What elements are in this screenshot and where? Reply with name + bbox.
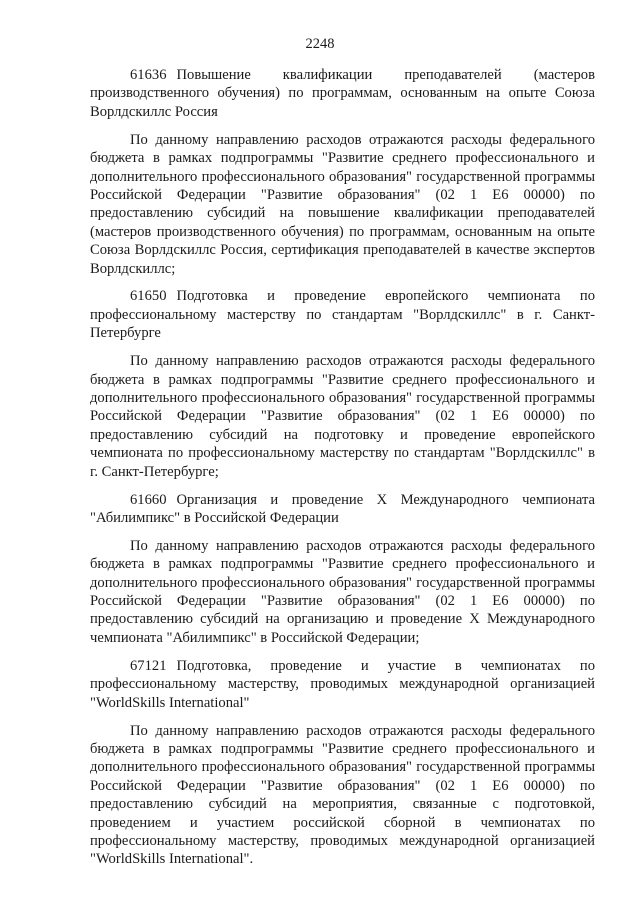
expense-code: 61636 [130,67,167,83]
section-heading [90,287,595,342]
section-description: По данному направлению расходов отражаются расходы федерального бюджета в рамках подпрограммы "Развитие среднего профессионального и дополнительного профессионального образования" государственной программы Российской Федерации "Развитие образования" (02 1 Е6 00000) по предоставлению субсидий на организацию и проведение X Международного чемпионата "Абилимпикс" в Российской Федерации; [90,537,595,646]
expense-code: 61660 [130,491,167,508]
section-title: Подготовка, проведение и участие в чемпионатах по профессиональному мастерству, проводимых международной организацией "WorldSkills International" [90,657,595,711]
expense-code: 61650 [130,288,167,305]
section-title: Повышение квалификации преподавателей (мастеров производственного обучения) по программам, основанным на опыте Союза Ворлдскиллс Россия [90,67,595,120]
section-heading [90,66,595,121]
section-description: По данному направлению расходов отражаются расходы федерального бюджета в рамках подпрограммы "Развитие среднего профессионального и дополнительного профессионального образования" государственной программы Российской Федерации "Развитие образования" (02 1 Е6 00000) по предоставлению субсидий на мероприятия, связанные с подготовкой, проведением и участием российской сборной в чемпионатах по профессиональному мастерству, проводимых международной организацией "WorldSkills International". [90,722,595,868]
page-number: 2248 [305,36,335,52]
document-body [90,66,595,878]
section-title: Организация и проведение X Международного чемпионата "Абилимпикс" в Российской Федерации [90,491,595,526]
expense-code: 67121 [130,657,167,674]
section-heading [90,657,595,712]
section-heading [90,491,595,528]
section-description: По данному направлению расходов отражаются расходы федерального бюджета в рамках подпрограммы "Развитие среднего профессионального и дополнительного профессионального образования" государственной программы Российской Федерации "Развитие образования" (02 1 Е6 00000) по предоставлению субсидий на повышение квалификации преподавателей (мастеров производственного обучения) по программам, основанным на опыте Союза Ворлдскиллс Россия, сертификация преподавателей в качестве экспертов Ворлдскиллс; [90,131,595,277]
section-title: Подготовка и проведение европейского чемпионата по профессиональному мастерству по стандартам "Ворлдскиллс" в г. Санкт-Петербурге [90,288,595,342]
section-description: По данному направлению расходов отражаются расходы федерального бюджета в рамках подпрограммы "Развитие среднего профессионального и дополнительного профессионального образования" государственной программы Российской Федерации "Развитие образования" (02 1 Е6 00000) по предоставлению субсидий на подготовку и проведение европейского чемпионата по профессиональному мастерству по стандартам "Ворлдскиллс" в г. Санкт-Петербурге; [90,353,595,480]
